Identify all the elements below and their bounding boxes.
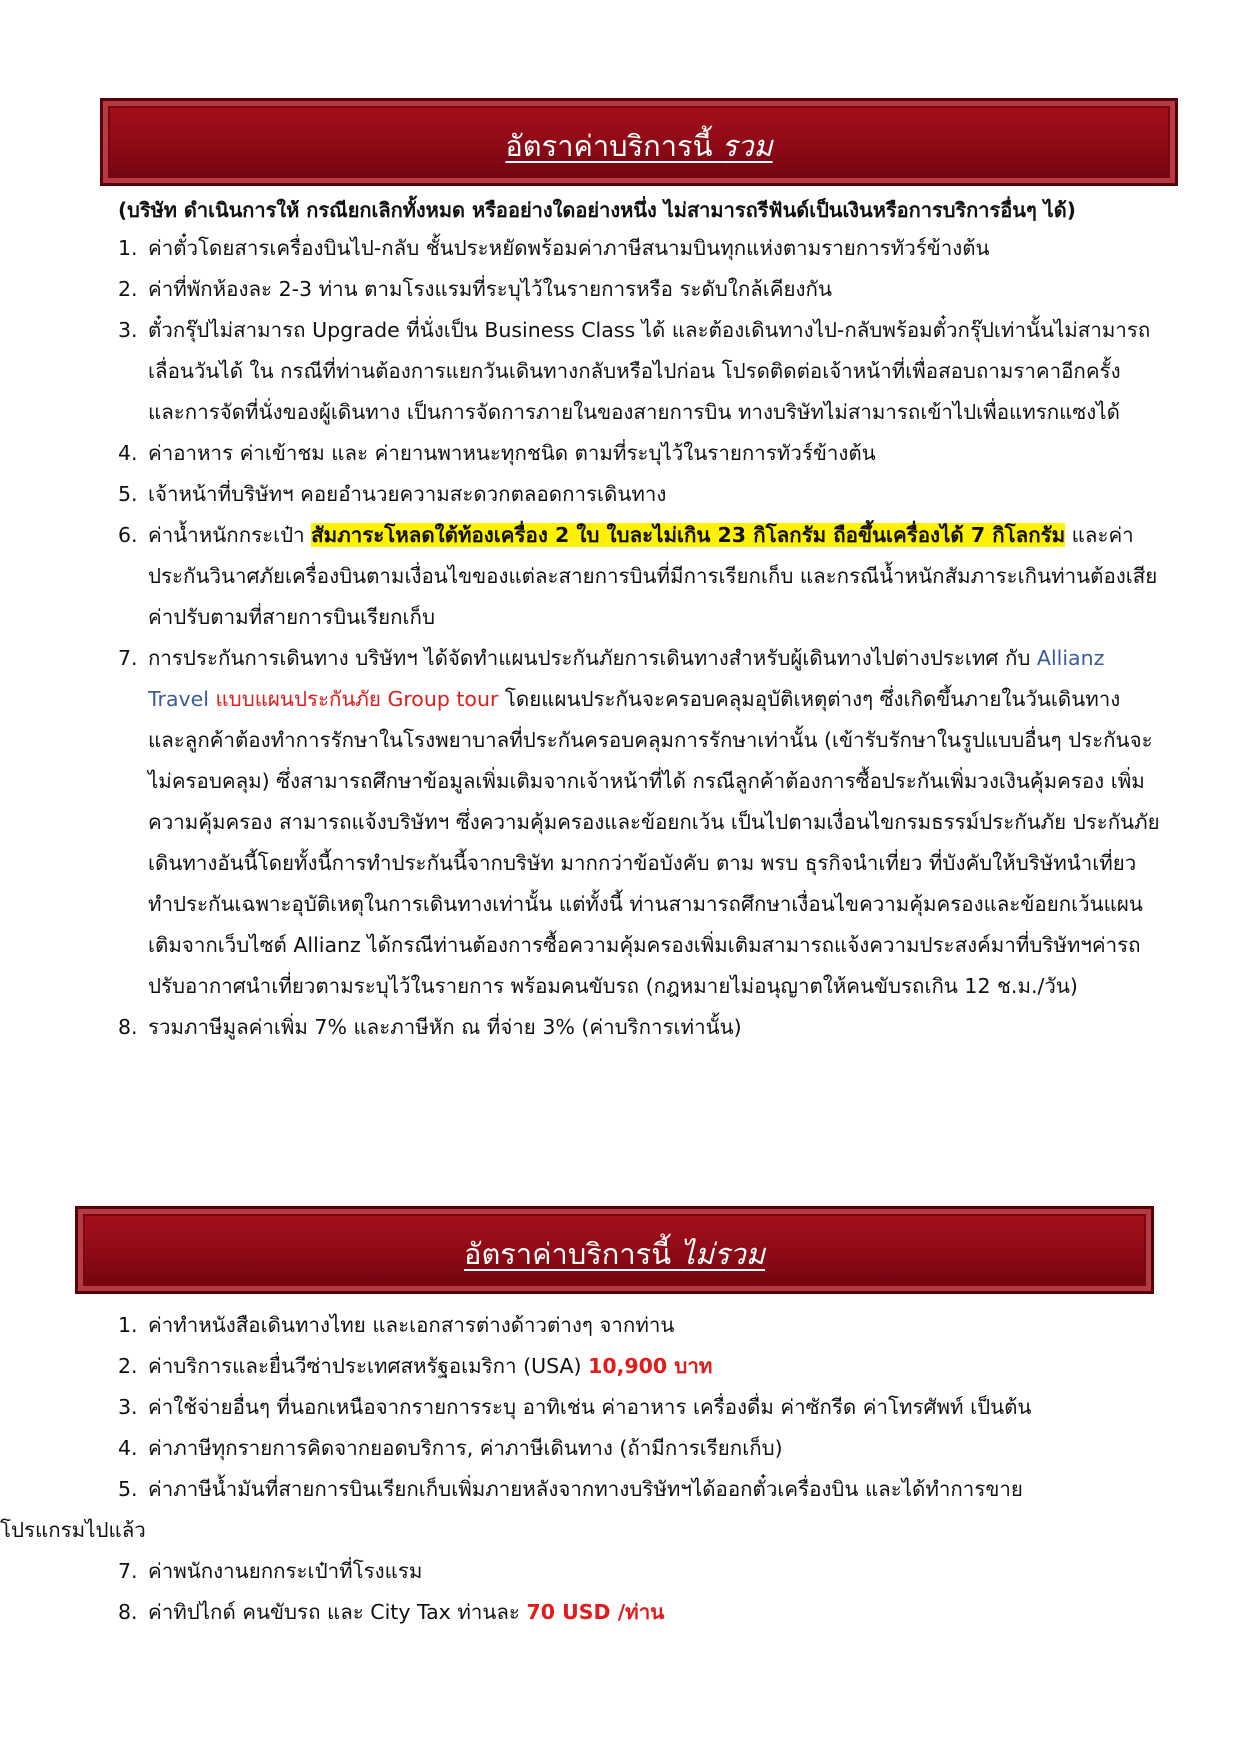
baggage-highlight: สัมภาระโหลดใต้ท้องเครื่อง 2 ใบ ใบละไม่เกิน 23 กิโลกรัม ถือขึ้นเครื่องได้ 7 กิโลกรัม — [311, 523, 1066, 547]
included-list — [118, 228, 1160, 1048]
list-item: 1. ค่าตั๋วโดยสารเครื่องบินไป-กลับ ชั้นประหยัดพร้อมค่าภาษีสนามบินทุกแห่งตามรายการทัวร์ข้างต้น — [118, 236, 990, 260]
section-banner-included — [100, 98, 1178, 186]
insurer-name: Allianz Travel — [148, 646, 1105, 711]
section-title-included: อัตราค่าบริการนี้ รวม — [505, 129, 773, 163]
list-item: 3. ตั๋วกรุ๊ปไม่สามารถ Upgrade ที่นั่งเป็น Business Class ได้ และต้องเดินทางไป-กลับพร้อมตั๋วกรุ๊ปเท่านั้นไม่สามารถเลื่อนวันได้ ใน กรณีที่ท่านต้องการแยกวันเดินทางกลับหรือไปก่อน โปรดติดต่อเจ้าหน้าที่เพื่อสอบถามราคาอีกครั้ง และการจัดที่นั่งของผู้เดินทาง เป็นการจัดการภายในของสายการบิน ทางบริษัทไม่สามารถเข้าไปเพื่อแทรกแซงได้ — [118, 318, 1151, 424]
list-item: 8. รวมภาษีมูลค่าเพิ่ม 7% และภาษีหัก ณ ที่จ่าย 3% (ค่าบริการเท่านั้น) — [118, 1015, 742, 1039]
excluded-list — [0, 1305, 1160, 1633]
list-item: 5. ค่าภาษีน้ำมันที่สายการบินเรียกเก็บเพิ่มภายหลังจากทางบริษัทฯได้ออกตั๋วเครื่องบิน และได้ทำการขาย — [118, 1477, 1023, 1501]
insurance-plan: แบบแผนประกันภัย Group tour — [208, 687, 499, 711]
list-item: 7. ค่าพนักงานยกกระเป๋าที่โรงแรม — [118, 1559, 423, 1583]
list-item: 2. ค่าบริการและยื่นวีซ่าประเทศสหรัฐอเมริกา (USA) 10,900 บาท — [118, 1354, 713, 1378]
list-item: 7. การประกันการเดินทาง บริษัทฯ ได้จัดทำแผนประกันภัยการเดินทางสำหรับผู้เดินทางไปต่างประเทศ กับ Allianz Travel แบบแผนประกันภัย Group tour โดยแผนประกันจะครอบคลุมอุบัติเหตุต่างๆ ซึ่งเกิดขึ้นภายในวันเดินทาง และลูกค้าต้องทำการรักษาในโรงพยาบาลที่ประกันครอบคลุมการรักษาเท่านั้น (เข้ารับรักษาในรูปแบบอื่นๆ ประกันจะไม่ครอบคลุม) ซึ่งสามารถศึกษาข้อมูลเพิ่มเติมจากเจ้าหน้าที่ได้ กรณีลูกค้าต้องการซื้อประกันเพิ่มวงเงินคุ้มครอง เพิ่มความคุ้มครอง สามารถแจ้งบริษัทฯ ซึ่งความคุ้มครองและข้อยกเว้น เป็นไปตามเงื่อนไขกรมธรรม์ประกันภัย ประกันภัยเดินทางอันนี้โดยทั้งนี้การทำประกันนี้จากบริษัท มากกว่าข้อบังคับ ตาม พรบ ธุรกิจนำเที่ยว ที่บังคับให้บริษัทนำเที่ยว ทำประกันเฉพาะอุบัติเหตุในการเดินทางเท่านั้น แต่ทั้งนี้ ท่านสามารถศึกษาเงื่อนไขความคุ้มครองและข้อยกเว้นแผนเติมจากเว็บไซต์ Allianz ได้กรณีท่านต้องการซื้อความคุ้มครองเพิ่มเติมสามารถแจ้งความประสงค์มาที่บริษัทฯค่ารถปรับอากาศนำเที่ยวตามระบุไว้ในรายการ พร้อมคนขับรถ (กฎหมายไม่อนุญาตให้คนขับรถเกิน 12 ช.ม./วัน) — [118, 646, 1160, 998]
list-item: 4. ค่าภาษีทุกรายการคิดจากยอดบริการ, ค่าภาษีเดินทาง (ถ้ามีการเรียกเก็บ) — [118, 1436, 783, 1460]
list-item: 1. ค่าทำหนังสือเดินทางไทย และเอกสารต่างด้าวต่างๆ จากท่าน — [118, 1313, 675, 1337]
refund-note: (บริษัท ดำเนินการให้ กรณียกเลิกทั้งหมด หรืออย่างใดอย่างหนึ่ง ไม่สามารถรีฟันด์เป็นเงินหรือการบริการอื่นๆ ได้) — [118, 198, 1076, 222]
list-item: 6. ค่าน้ำหนักกระเป๋า สัมภาระโหลดใต้ท้องเครื่อง 2 ใบ ใบละไม่เกิน 23 กิโลกรัม ถือขึ้นเครื่องได้ 7 กิโลกรัม และค่าประกันวินาศภัยเครื่องบินตามเงื่อนไขของแต่ละสายการบินที่มีการเรียกเก็บ และกรณีน้ำหนักสัมภาระเกินท่านต้องเสียค่าปรับตามที่สายการบินเรียกเก็บ — [118, 523, 1158, 629]
visa-price: 10,900 บาท — [588, 1354, 713, 1378]
list-item: 4. ค่าอาหาร ค่าเข้าชม และ ค่ายานพาหนะทุกชนิด ตามที่ระบุไว้ในรายการทัวร์ข้างต้น — [118, 441, 876, 465]
list-item: 5. เจ้าหน้าที่บริษัทฯ คอยอำนวยความสะดวกตลอดการเดินทาง — [118, 482, 667, 506]
section-banner-excluded — [75, 1206, 1154, 1294]
section-title-excluded: อัตราค่าบริการนี้ ไม่รวม — [464, 1237, 765, 1271]
list-item-continuation: โปรแกรมไปแล้ว — [0, 1518, 146, 1542]
list-item: 2. ค่าที่พักห้องละ 2-3 ท่าน ตามโรงแรมที่ระบุไว้ในรายการหรือ ระดับใกล้เคียงกัน — [118, 277, 832, 301]
list-item: 3. ค่าใช้จ่ายอื่นๆ ที่นอกเหนือจากรายการระบุ อาทิเช่น ค่าอาหาร เครื่องดื่ม ค่าซักรีด ค่าโทรศัพท์ เป็นต้น — [118, 1395, 1032, 1419]
tip-price: 70 USD /ท่าน — [526, 1600, 665, 1624]
list-item: 8. ค่าทิปไกด์ คนขับรถ และ City Tax ท่านละ 70 USD /ท่าน — [118, 1600, 665, 1624]
